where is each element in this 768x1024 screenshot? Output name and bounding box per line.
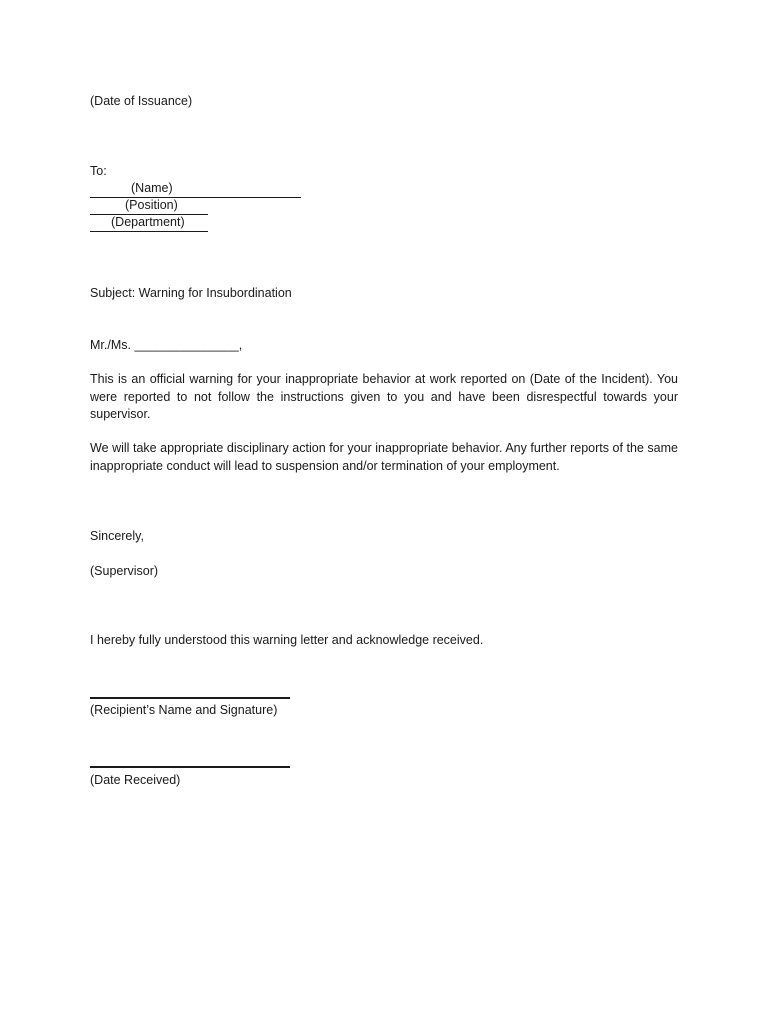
recipient-position: (Position) bbox=[125, 198, 178, 212]
date-received-line bbox=[90, 766, 290, 768]
date-received-caption: (Date Received) bbox=[90, 773, 181, 787]
signature-caption: (Recipient’s Name and Signature) bbox=[90, 703, 278, 717]
recipient-name-line bbox=[90, 180, 301, 198]
body-paragraph-2: We will take appropriate disciplinary action for your inappropriate behavior. Any further reports of the same inappropriate conduct will lead to suspension and/or termination of your employment. bbox=[90, 441, 678, 473]
recipient-department-line bbox=[90, 214, 208, 232]
signer: (Supervisor) bbox=[90, 564, 159, 578]
signature-line bbox=[90, 697, 290, 699]
closing: Sincerely, bbox=[90, 529, 144, 543]
recipient-position-line bbox=[90, 197, 208, 215]
recipient-name: (Name) bbox=[131, 181, 173, 195]
subject-line: Subject: Warning for Insubordination bbox=[90, 286, 292, 300]
issuance-date: (Date of Issuance) bbox=[90, 94, 193, 108]
to-label: To: bbox=[90, 164, 107, 178]
salutation: Mr./Ms. _______________, bbox=[90, 338, 243, 352]
recipient-department: (Department) bbox=[111, 215, 185, 229]
acknowledgement-statement: I hereby fully understood this warning letter and acknowledge received. bbox=[90, 633, 484, 647]
body-paragraph-1: This is an official warning for your inappropriate behavior at work reported on (Date of the Incident). You were reported to not follow the instructions given to you and have been disrespectful towards your supervisor. bbox=[90, 372, 678, 421]
